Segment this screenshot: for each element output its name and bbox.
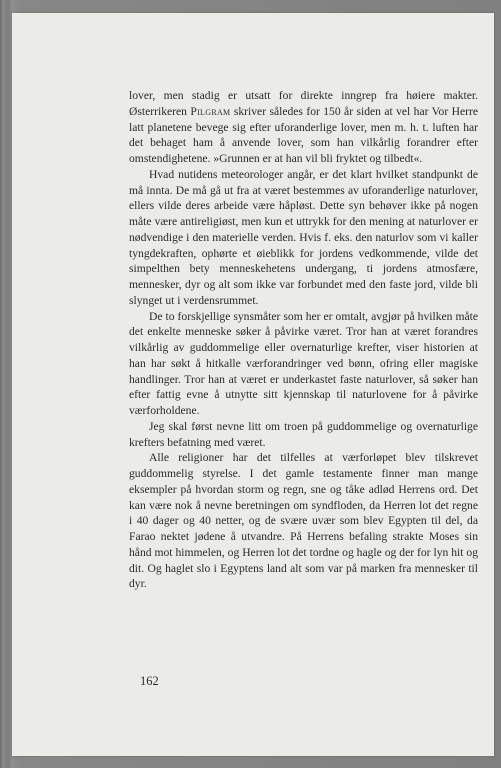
paragraph: De to forskjellige synsmåter som her er omtalt, avgjør på hvilken måte det enkelte menneske søker å påvirke været. Tror han at været forandres vilkårlig av guddommelige eller overnaturlige krefter, viser historien at han har søkt å hitkalle værforandringer ved bønn, ofring eller magiske handlinger. Tror han at været er underkastet faste naturlover, så søker han efter fattig evne å utnytte sitt kjennskap til naturlovene for å påvirke værforholdene.: [129, 309, 478, 417]
paragraph: Alle religioner har det tilfelles at værforløpet blev tilskrevet guddommelig styrelse. I det gamle testamente finner man mange eksempler på hvordan storm og regn, sne og tåke adlød Herrens ord. Det kan være nok å nevne beretningen om syndfloden, da Herren lot det regne i 40 dager og 40 netter, og de svære uvær som blev Egypten til del, da Farao nektet jødene å utvandre. På Herrens befaling strakte Moses sin hånd mot himmelen, og Herren lot det tordne og hagle og der for lyn hit og dit. Og haglet slo i Egyptens land alt som var på marken fra mennesker til dyr.: [129, 451, 478, 591]
paragraph: Jeg skal først nevne litt om troen på guddommelige og overnaturlige krefters befatning med været.: [129, 419, 478, 449]
body-text: [129, 88, 478, 592]
paragraph: Hvad nutidens meteorologer angår, er det klart hvilket standpunkt de må innta. De må gå ut fra at været bestemmes av uforanderlige naturlover, ellers vilde deres arbeide være håpløst. Dette syn behøver ikke på nogen måte være antireligiøst, men kun et uttrykk for den mening at naturlover er nødvendige i den materielle verden. Hvis f. eks. den naturlov som vi kaller tyngdekraften, ophørte et øieblikk for jordens vedkommende, vilde det simpelthen bety menneskehetens undergang, ti jordens atmosfære, mennesker, dyr og alt som ikke var forbundet med den faste jord, vilde bli slynget ut i verdensrummet.: [129, 167, 478, 307]
paragraph: [129, 88, 478, 167]
page-number: 162: [140, 674, 159, 688]
paragraph-text: lover, men stadig er utsatt for direkte inngrep fra høiere makter. Østerrikeren: [129, 89, 478, 118]
book-page: [12, 13, 494, 756]
author-name: Pilgram: [190, 104, 231, 118]
paragraph-text: skriver således for 150 år siden at vel har Vor Herre latt planetene bevege sig efter uforanderlige lover, men m. h. t. luften har det behaget ham å anvende lover, som han vilkårlig forandrer efter omstendighetene. »Grunnen er at han vil bli fryktet og tilbedt«.: [129, 104, 478, 165]
